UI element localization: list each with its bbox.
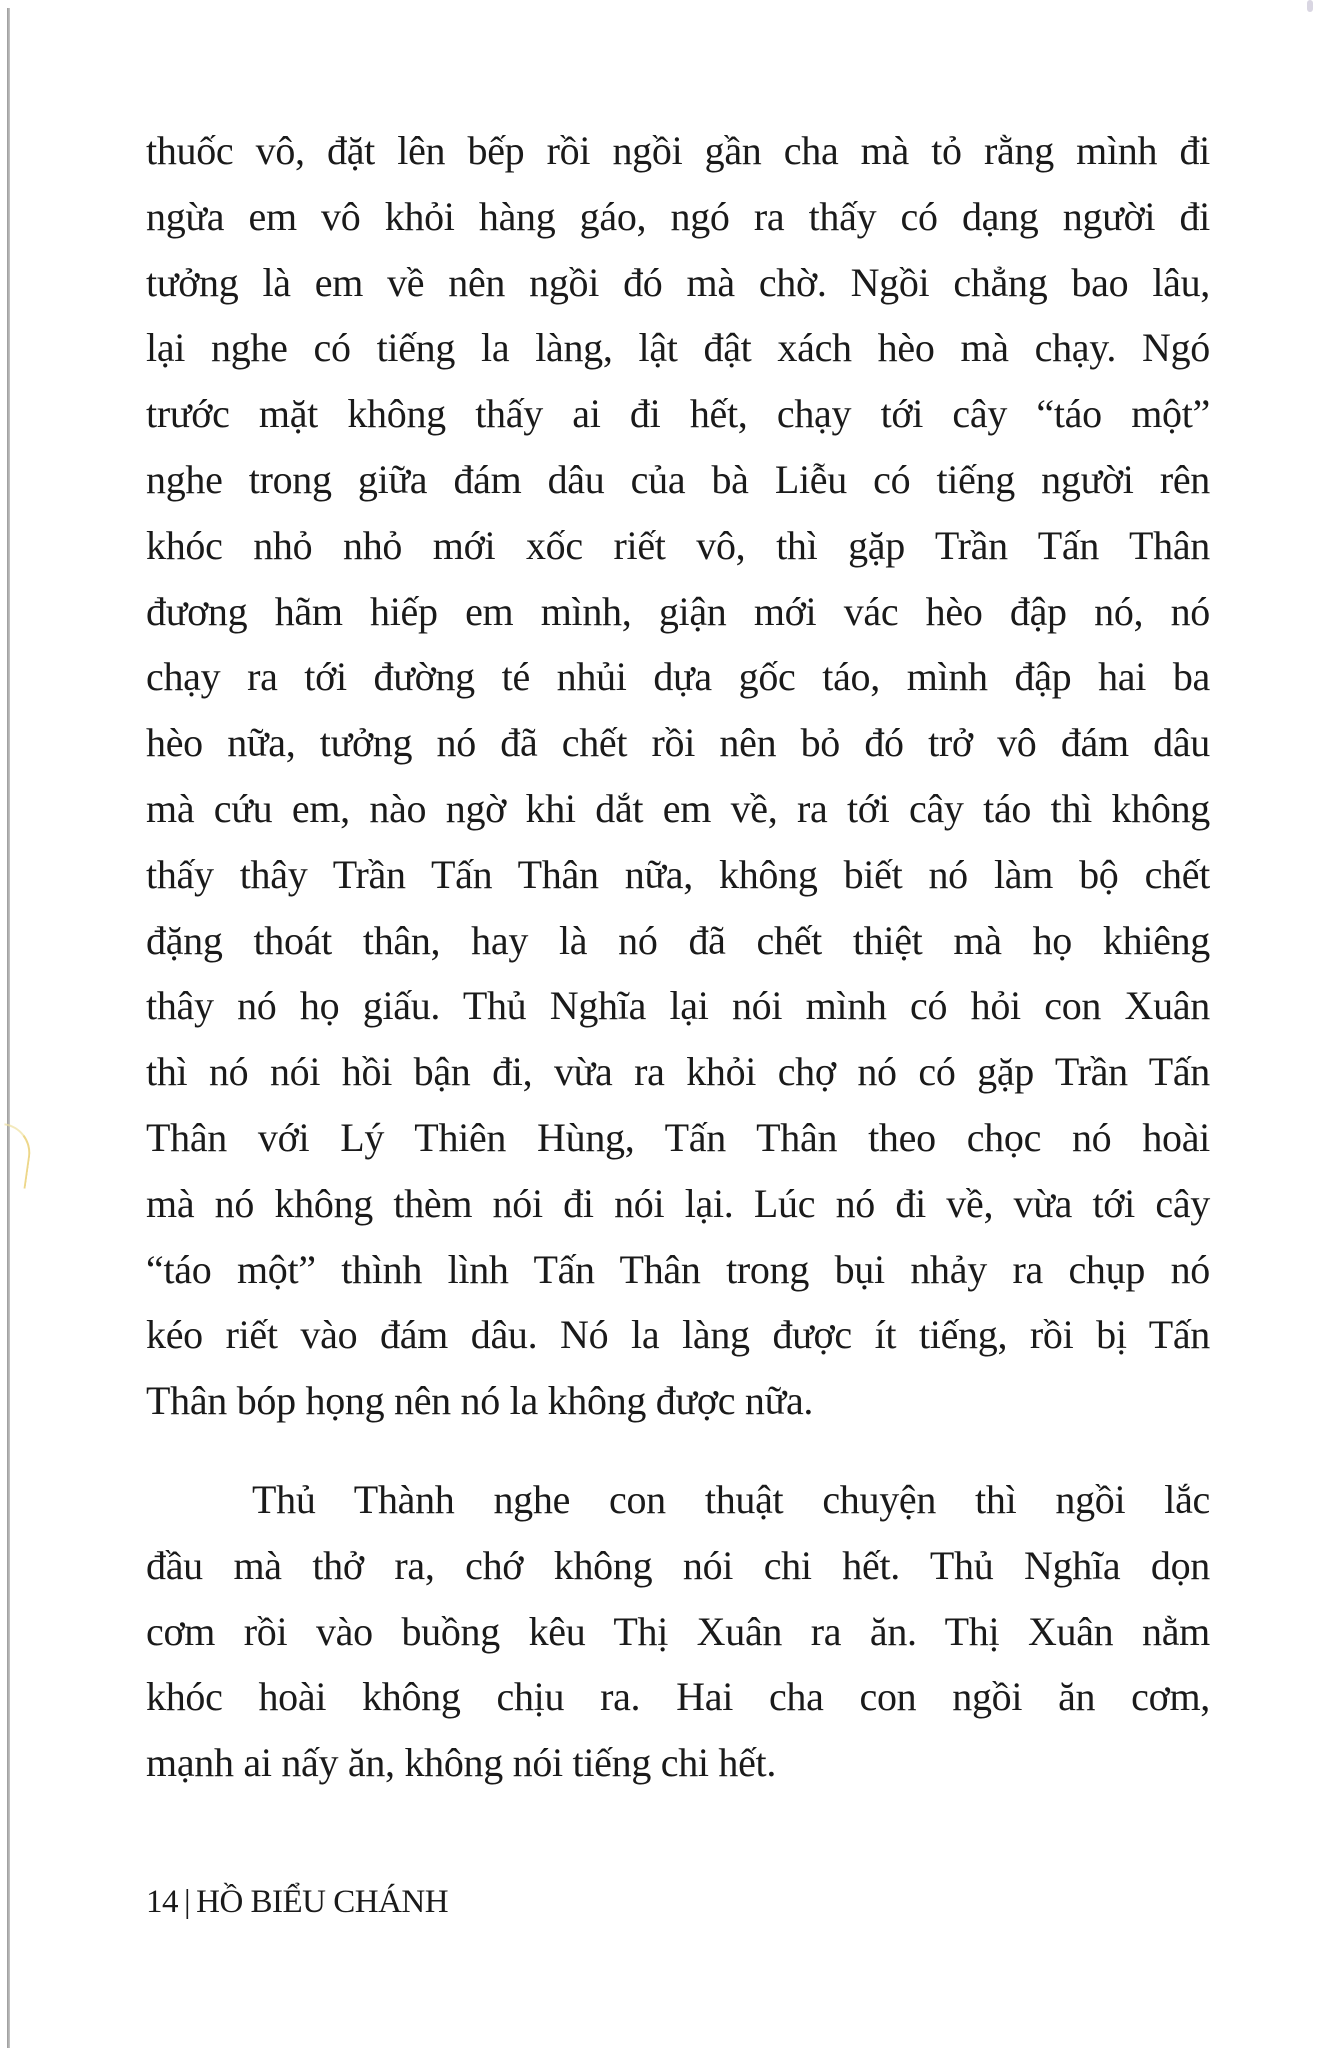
text-line: Thủ Thành nghe con thuật chuyện thì ngồi lắc: [252, 1476, 1210, 1522]
text-line: trước mặt không thấy ai đi hết, chạy tới cây “táo một”: [146, 391, 1210, 437]
text-line: chạy ra tới đường té nhủi dựa gốc táo, mình đập hai ba: [146, 654, 1210, 700]
text-line: khóc hoài không chịu ra. Hai cha con ngồi ăn cơm,: [146, 1674, 1210, 1720]
text-line: Thân với Lý Thiên Hùng, Tấn Thân theo chọc nó hoài: [146, 1114, 1210, 1160]
paragraph-1: [146, 118, 1210, 1434]
footer-separator: |: [184, 1884, 191, 1920]
text-line: hèo nữa, tưởng nó đã chết rồi nên bỏ đó trở vô đám dâu: [146, 720, 1210, 766]
text-line: thì nó nói hồi bận đi, vừa ra khỏi chợ nó có gặp Trần Tấn: [146, 1049, 1210, 1095]
text-line: thấy thây Trần Tấn Thân nữa, không biết nó làm bộ chết: [146, 851, 1210, 897]
page-binding-edge: [7, 8, 10, 2048]
page-margin-mark: [0, 1123, 34, 1189]
text-line: ngừa em vô khỏi hàng gáo, ngó ra thấy có dạng người đi: [146, 193, 1210, 239]
text-line: tưởng là em về nên ngồi đó mà chờ. Ngồi chẳng bao lâu,: [146, 259, 1210, 305]
text-line: thây nó họ giấu. Thủ Nghĩa lại nói mình có hỏi con Xuân: [146, 983, 1210, 1029]
text-line: kéo riết vào đám dâu. Nó la làng được ít tiếng, rồi bị Tấn: [146, 1312, 1210, 1358]
text-line: đầu mà thở ra, chớ không nói chi hết. Thủ Nghĩa dọn: [146, 1542, 1210, 1588]
text-line: mà nó không thèm nói đi nói lại. Lúc nó đi về, vừa tới cây: [146, 1180, 1210, 1226]
paragraph-2: [146, 1467, 1210, 1796]
text-line: khóc nhỏ nhỏ mới xốc riết vô, thì gặp Trần Tấn Thân: [146, 522, 1210, 568]
author-name: HỒ BIỂU CHÁNH: [196, 1884, 449, 1920]
text-line: thuốc vô, đặt lên bếp rồi ngồi gần cha mà tỏ rằng mình đi: [146, 128, 1210, 173]
page-smudge: [1307, 0, 1313, 12]
text-line: mà cứu em, nào ngờ khi dắt em về, ra tới cây táo thì không: [146, 785, 1210, 831]
text-line: nghe trong giữa đám dâu của bà Liễu có tiếng người rên: [146, 456, 1210, 502]
text-line: đương hãm hiếp em mình, giận mới vác hèo đập nó, nó: [146, 588, 1210, 634]
text-line: “táo một” thình lình Tấn Thân trong bụi nhảy ra chụp nó: [146, 1246, 1210, 1292]
text-line: mạnh ai nấy ăn, không nói tiếng chi hết.: [146, 1740, 777, 1786]
text-line: đặng thoát thân, hay là nó đã chết thiệt mà họ khiêng: [146, 917, 1210, 963]
text-line: cơm rồi vào buồng kêu Thị Xuân ra ăn. Thị Xuân nằm: [146, 1608, 1210, 1654]
text-line: lại nghe có tiếng la làng, lật đật xách hèo mà chạy. Ngó: [146, 325, 1210, 371]
body-text: [146, 118, 1210, 1796]
page-number: 14: [146, 1884, 178, 1920]
page-footer: [146, 1884, 448, 1921]
text-line: Thân bóp họng nên nó la không được nữa.: [146, 1378, 814, 1424]
